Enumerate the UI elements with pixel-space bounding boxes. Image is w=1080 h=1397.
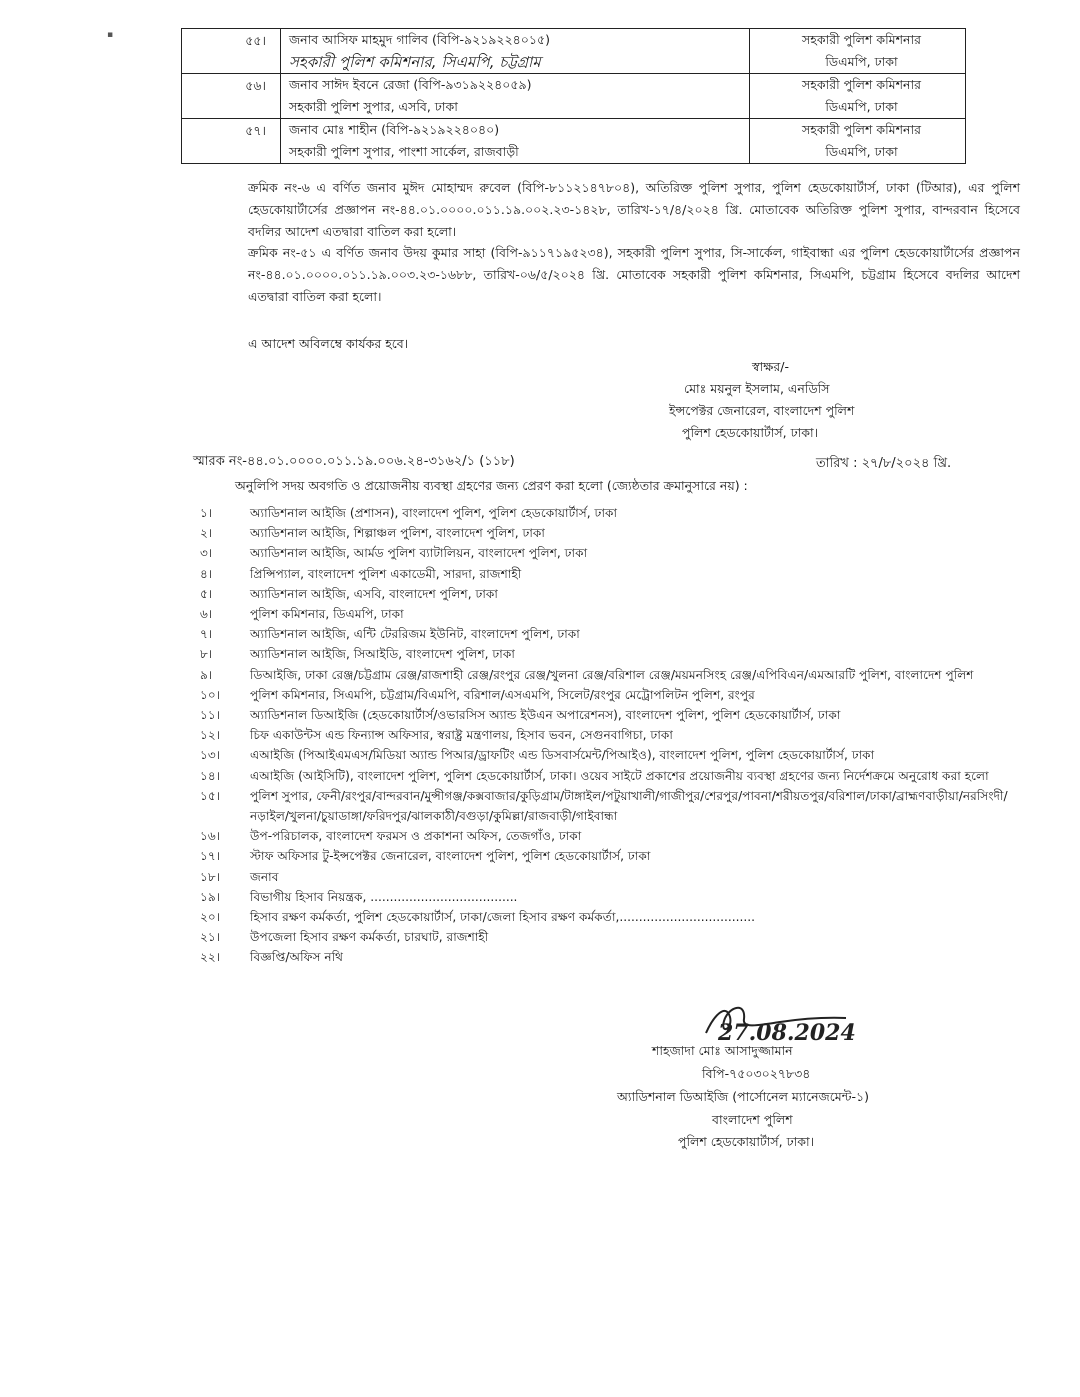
new-unit: ডিএমপি, ঢাকা	[825, 144, 898, 159]
list-item	[193, 685, 1008, 705]
new-unit: ডিএমপি, ঢাকা	[825, 99, 898, 114]
list-item	[193, 665, 1008, 685]
list-item-text: অ্যাডিশনাল ডিআইজি (হেডকোয়ার্টার্স/ওভারসিস অ্যান্ড ইউএন অপারেশনস), বাংলাদেশ পুলিশ, পুলিশ হেডকোয়ার্টার্স, ঢাকা	[250, 708, 841, 723]
list-item-number: ২।	[200, 526, 213, 541]
new-post: সহকারী পুলিশ কমিশনার	[802, 77, 921, 92]
list-item	[193, 564, 1008, 584]
list-item-text: এআইজি (পিআইএমএস/মিডিয়া অ্যান্ড পিআর/ড্রাফটিং এন্ড ডিসবার্সমেন্ট/পিআইও), বাংলাদেশ পুলিশ, পুলিশ হেডকোয়ার্টার্স, ঢাকা	[250, 748, 875, 763]
list-item	[193, 826, 1008, 846]
list-item-number: ২০।	[200, 910, 221, 925]
list-item-number: ২১।	[200, 930, 221, 945]
list-item	[193, 927, 1008, 947]
list-item-text: চিফ একাউন্টস এন্ড ফিন্যান্স অফিসার, স্বরাষ্ট্র মন্ত্রণালয়, হিসাব ভবন, সেগুনবাগিচা, ঢাকা	[250, 728, 673, 743]
list-item	[193, 887, 1008, 907]
list-item-text: জনাব	[250, 869, 279, 884]
copy-intro: অনুলিপি সদয় অবগতি ও প্রয়োজনীয় ব্যবস্থা গ্রহণের জন্য প্রেরণ করা হলো (জ্যেষ্ঠতার ক্রমানুসারে নয়) :	[235, 478, 748, 493]
list-item	[193, 604, 1008, 624]
serial-cell: ৫৬।	[182, 74, 281, 119]
list-item-number: ২২।	[200, 950, 221, 965]
new-posting-cell	[750, 29, 966, 74]
table-row	[182, 74, 966, 119]
list-item-text: অ্যাডিশনাল আইজি, শিল্পাঞ্চল পুলিশ, বাংলাদেশ পুলিশ, ঢাকা	[250, 526, 545, 541]
list-item-text: ডিআইজি, ঢাকা রেঞ্জ/চট্টগ্রাম রেঞ্জ/রাজশাহী রেঞ্জ/রংপুর রেঞ্জ/খুলনা রেঞ্জ/বরিশাল রেঞ্জ/ময়মনসিংহ রেঞ্জ/এপিবিএন/এমআরটি পুলিশ, বাংলাদেশ পুলিশ	[250, 667, 974, 682]
endorser-title: অ্যাডিশনাল ডিআইজি (পার্সোনেল ম্যানেজমেন্ট-১)	[617, 1089, 870, 1104]
list-item-number: ১৮।	[200, 869, 221, 884]
list-item-number: ১৪।	[200, 768, 221, 783]
effect-statement: এ আদেশ অবিলম্বে কার্যকর হবে।	[248, 336, 409, 351]
list-item-text: উপজেলা হিসাব রক্ষণ কর্মকর্তা, চারঘাট, রাজশাহী	[250, 930, 489, 945]
list-item-number: ১।	[200, 506, 213, 520]
officer-cell	[281, 119, 750, 164]
scan-speck: ▪	[107, 30, 114, 40]
list-item-text: স্টাফ অফিসার টু-ইন্সপেক্টর জেনারেল, বাংলাদেশ পুলিশ, পুলিশ হেডকোয়ার্টার্স, ঢাকা	[250, 849, 651, 864]
serial-cell: ৫৭।	[182, 119, 281, 164]
list-item	[193, 745, 1008, 765]
list-item	[193, 725, 1008, 745]
list-item-text: বিজ্ঞপ্তি/অফিস নথি	[250, 950, 344, 965]
list-item-number: ৭।	[200, 627, 213, 642]
list-item	[193, 503, 1008, 523]
officer-current-post: সহকারী পুলিশ সুপার, পাংশা সার্কেল, রাজবাড়ী	[289, 144, 519, 159]
list-item	[193, 846, 1008, 866]
officer-cell	[281, 74, 750, 119]
list-item-text: পুলিশ কমিশনার, সিএমপি, চট্টগ্রাম/বিএমপি, বরিশাল/এসএমপি, সিলেট/রংপুর মেট্রোপলিটন পুলিশ, রংপুর	[250, 687, 755, 702]
list-item-text: অ্যাডিশনাল আইজি, এন্টি টেররিজম ইউনিট, বাংলাদেশ পুলিশ, ঢাকা	[250, 627, 580, 642]
table-row	[182, 119, 966, 164]
list-item-text: অ্যাডিশনাল আইজি, আর্মড পুলিশ ব্যাটালিয়ন, বাংলাদেশ পুলিশ, ঢাকা	[250, 546, 588, 561]
list-item	[193, 543, 1008, 563]
list-item-number: ৯।	[200, 667, 213, 682]
list-item-number: ১৬।	[200, 829, 221, 844]
list-item-text: অ্যাডিশনাল আইজি (প্রশাসন), বাংলাদেশ পুলিশ, পুলিশ হেডকোয়ার্টার্স, ঢাকা	[250, 506, 618, 520]
list-item-text: পুলিশ সুপার, ফেনী/রংপুর/বান্দরবান/মুন্সীগঞ্জ/কক্সবাজার/কুড়িগ্রাম/টাঙ্গাইল/পটুয়াখালী/গাজীপুর/শেরপুর/পাবনা/শরীয়তপুর/বরিশাল/ঢাকা/ব্রাহ্মণবাড়ীয়া/নরসিংদী/নড়াইল/খুলনা/চুয়াডাঙ্গা/ফরিদপুর/ঝালকাঠী/বগুড়া/কুমিল্লা/রাজবাড়ী/গাইবান্ধা	[250, 788, 1008, 824]
list-item-number: ৫।	[200, 586, 213, 601]
signatory-title: ইন্সপেক্টর জেনারেল, বাংলাদেশ পুলিশ	[669, 403, 855, 418]
list-item	[193, 705, 1008, 725]
list-item	[193, 644, 1008, 664]
new-post: সহকারী পুলিশ কমিশনার	[802, 122, 921, 137]
signatory-office: পুলিশ হেডকোয়ার্টার্স, ঢাকা।	[682, 425, 819, 440]
list-item	[193, 947, 1008, 967]
officer-cell	[281, 29, 750, 74]
officer-name: জনাব আসিফ মাহমুদ গালিব (বিপি-৯২১৯২২৪০১৫)	[289, 32, 551, 47]
transfer-table	[181, 28, 966, 164]
list-item	[193, 907, 1008, 927]
list-item-text: অ্যাডিশনাল আইজি, সিআইডি, বাংলাদেশ পুলিশ, ঢাকা	[250, 647, 515, 662]
memo-number: স্মারক নং-৪৪.০১.০০০০.০১১.১৯.০০৬.২৪-৩১৬২/১ (১১৮)	[193, 454, 515, 469]
list-item-text: বিভাগীয় হিসাব নিয়ন্ত্রক, ......................................	[250, 889, 518, 904]
new-posting-cell	[750, 74, 966, 119]
list-item-number: ১৫।	[200, 788, 221, 803]
list-item-number: ৩।	[200, 546, 213, 561]
list-item-number: ৮।	[200, 647, 213, 662]
officer-name: জনাব সাঈদ ইবনে রেজা (বিপি-৯৩১৯২২৪০৫৯)	[289, 77, 532, 92]
signed-mark: স্বাক্ষর/-	[752, 359, 789, 374]
new-posting-cell	[750, 119, 966, 164]
officer-current-post: সহকারী পুলিশ সুপার, এসবি, ঢাকা	[289, 99, 458, 114]
signatory-name: মোঃ ময়নুল ইসলাম, এনডিসি	[684, 381, 830, 396]
list-item	[193, 624, 1008, 644]
new-post: সহকারী পুলিশ কমিশনার	[802, 32, 921, 47]
list-item-number: ১০।	[200, 687, 221, 702]
cancellation-paragraph-1: ক্রমিক নং-৬ এ বর্ণিত জনাব মুঈদ মোহাম্মদ রুবেল (বিপি-৮১১২১৪৭৮০৪), অতিরিক্ত পুলিশ সুপার, পুলিশ হেডকোয়ার্টার্স, ঢাকা (টিআর), এর পুলিশ হেডকোয়ার্টার্সের প্রজ্ঞাপন নং-৪৪.০১.০০০০.০১১.১৯.০০২.২৩-১৪২৮, তারিখ-১৭/৪/২০২৪ খ্রি. মোতাবেক অতিরিক্ত পুলিশ সুপার, বান্দরবান হিসেবে বদলির আদেশ এতদ্বারা বাতিল করা হলো।	[248, 180, 1020, 239]
list-item	[193, 523, 1008, 543]
endorser-org: বাংলাদেশ পুলিশ	[712, 1112, 793, 1127]
list-item-text: এআইজি (আইসিটি), বাংলাদেশ পুলিশ, পুলিশ হেডকোয়ার্টার্স, ঢাকা। ওয়েব সাইটে প্রকাশের প্রয়োজনীয় ব্যবস্থা গ্রহণের জন্য নির্দেশক্রমে অনুরোধ করা হলো	[250, 768, 989, 783]
list-item	[193, 786, 1008, 826]
handwritten-date: 27.08.2024	[718, 1020, 856, 1046]
list-item-number: ১৯।	[200, 889, 221, 904]
endorser-name: শাহজাদা মোঃ আসাদুজ্জামান	[652, 1043, 793, 1058]
list-item-text: পুলিশ কমিশনার, ডিএমপি, ঢাকা	[250, 607, 404, 622]
cancellation-paragraph-2: ক্রমিক নং-৫১ এ বর্ণিত জনাব উদয় কুমার সাহা (বিপি-৯১১৭১৯৫২৩৪), সহকারী পুলিশ সুপার, সি-সার্কেল, গাইবান্ধা এর পুলিশ হেডকোয়ার্টার্সের প্রজ্ঞাপন নং-৪৪.০১.০০০০.০১১.১৯.০০৩.২৩-১৬৮৮, তারিখ-০৬/৫/২০২৪ খ্রি. মোতাবেক সহকারী পুলিশ কমিশনার, সিএমপি, চট্টগ্রাম হিসেবে বদলির আদেশ এতদ্বারা বাতিল করা হলো।	[248, 245, 1020, 304]
officer-name: জনাব মোঃ শাহীন (বিপি-৯২১৯২২৪০৪০)	[289, 122, 500, 137]
list-item-number: ৪।	[200, 566, 213, 581]
memo-date: তারিখ : ২৭/৮/২০২৪ খ্রি.	[816, 456, 952, 471]
endorser-bp: বিপি-৭৫০৩০২৭৮৩৪	[702, 1066, 811, 1081]
list-item-number: ১১।	[200, 708, 221, 723]
list-item-text: প্রিন্সিপ্যাল, বাংলাদেশ পুলিশ একাডেমী, সারদা, রাজশাহী	[250, 566, 522, 581]
distribution-list	[193, 503, 1008, 968]
list-item	[193, 766, 1008, 786]
list-item-number: ১৭।	[200, 849, 221, 864]
list-item-number: ১৩।	[200, 748, 221, 763]
list-item-number: ১২।	[200, 728, 221, 743]
list-item-text: অ্যাডিশনাল আইজি, এসবি, বাংলাদেশ পুলিশ, ঢাকা	[250, 586, 498, 601]
list-item	[193, 584, 1008, 604]
officer-current-post: সহকারী পুলিশ কমিশনার, সিএমপি, চট্টগ্রাম	[289, 53, 541, 71]
endorser-office: পুলিশ হেডকোয়ার্টার্স, ঢাকা।	[678, 1134, 815, 1149]
list-item-text: হিসাব রক্ষণ কর্মকর্তা, পুলিশ হেডকোয়ার্টার্স, ঢাকা/জেলা হিসাব রক্ষণ কর্মকর্তা,...................................	[250, 910, 755, 925]
serial-cell: ৫৫।	[182, 29, 281, 74]
list-item-text: উপ-পরিচালক, বাংলাদেশ ফরমস ও প্রকাশনা অফিস, তেজগাঁও, ঢাকা	[250, 829, 582, 844]
list-item-number: ৬।	[200, 607, 213, 622]
list-item	[193, 867, 1008, 887]
new-unit: ডিএমপি, ঢাকা	[825, 54, 898, 69]
table-row	[182, 29, 966, 74]
